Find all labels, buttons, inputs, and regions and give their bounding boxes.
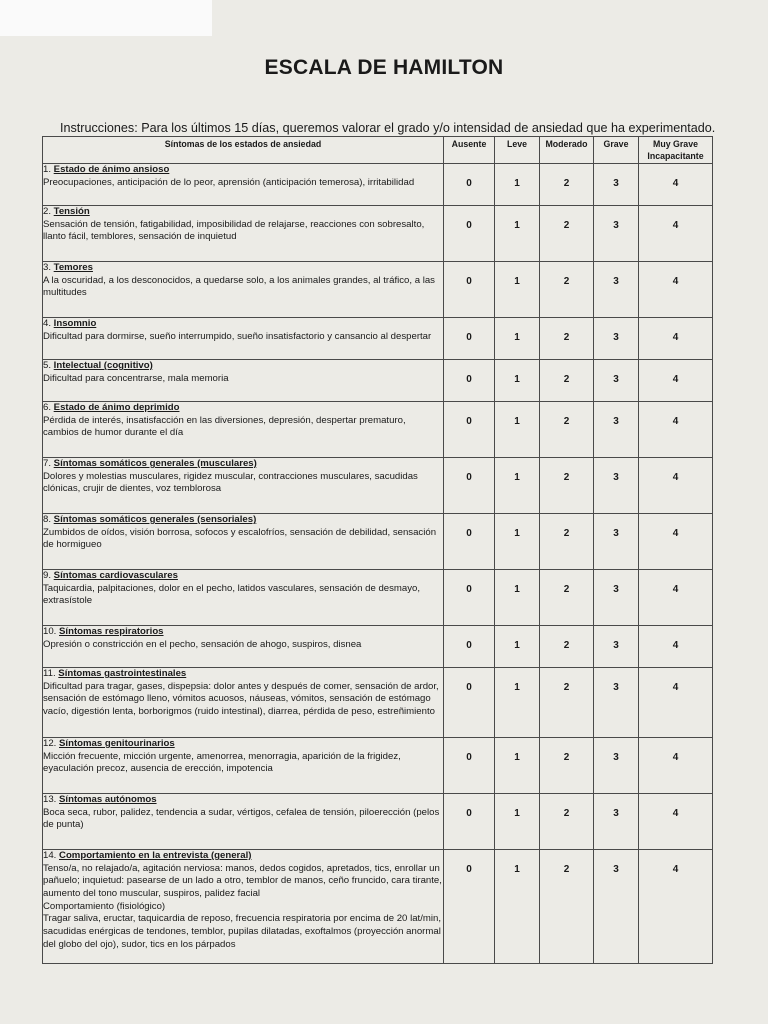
score-cell[interactable]	[495, 262, 540, 318]
score-cell[interactable]	[444, 514, 495, 570]
score-value: 1	[514, 808, 520, 819]
score-value: 3	[613, 374, 619, 385]
score-cell[interactable]	[444, 206, 495, 262]
score-value: 2	[563, 640, 570, 651]
table-row	[43, 738, 713, 794]
score-cell[interactable]	[444, 360, 495, 402]
header-grave: Grave	[594, 137, 639, 164]
item-title: Estado de ánimo ansioso	[53, 164, 170, 175]
score-value: 1	[514, 178, 520, 189]
item-title: Síntomas gastrointestinales	[58, 668, 187, 679]
score-value: 2	[563, 584, 570, 595]
score-cell[interactable]	[639, 514, 713, 570]
symptom-cell	[43, 738, 444, 794]
score-value: 3	[613, 178, 619, 189]
score-value: 4	[672, 640, 679, 651]
item-title: Síntomas somáticos generales (musculares)	[53, 458, 257, 469]
score-cell[interactable]	[540, 402, 594, 458]
item-title: Síntomas somáticos generales (sensoriales)	[53, 514, 257, 525]
score-value: 3	[613, 864, 619, 875]
symptom-cell	[43, 514, 444, 570]
table-row	[43, 164, 713, 206]
table-row	[43, 794, 713, 850]
score-cell[interactable]	[594, 514, 639, 570]
score-value: 4	[672, 416, 679, 427]
score-value: 4	[672, 528, 679, 539]
score-cell[interactable]	[444, 794, 495, 850]
item-title: Insomnio	[53, 318, 97, 329]
item-title: Temores	[53, 262, 93, 273]
score-cell[interactable]	[444, 738, 495, 794]
score-cell[interactable]	[639, 850, 713, 964]
score-cell[interactable]	[495, 206, 540, 262]
score-cell[interactable]	[639, 794, 713, 850]
score-cell[interactable]	[540, 360, 594, 402]
score-value: 0	[466, 640, 472, 651]
symptom-cell	[43, 794, 444, 850]
table-row	[43, 262, 713, 318]
score-cell[interactable]	[495, 514, 540, 570]
score-value: 0	[466, 752, 472, 763]
score-cell[interactable]	[495, 164, 540, 206]
score-cell[interactable]	[495, 626, 540, 668]
score-cell[interactable]	[540, 738, 594, 794]
item-description: Taquicardia, palpitaciones, dolor en el pecho, latidos vasculares, sensación de desmayo, extrasístole	[43, 582, 421, 607]
score-cell[interactable]	[639, 206, 713, 262]
score-value: 2	[563, 374, 570, 385]
score-cell[interactable]	[540, 458, 594, 514]
score-cell[interactable]	[594, 668, 639, 738]
score-value: 1	[514, 416, 520, 427]
score-value: 3	[613, 752, 619, 763]
score-cell[interactable]	[639, 570, 713, 626]
item-number: 6.	[43, 402, 54, 413]
score-value: 3	[613, 528, 619, 539]
table-header-row	[43, 137, 713, 164]
score-value: 0	[466, 682, 472, 693]
score-value: 4	[672, 682, 679, 693]
table-row	[43, 626, 713, 668]
score-cell[interactable]	[540, 206, 594, 262]
score-value: 4	[672, 472, 679, 483]
score-cell[interactable]	[444, 626, 495, 668]
item-number: 4.	[43, 318, 54, 329]
score-value: 4	[672, 808, 679, 819]
score-value: 1	[514, 220, 520, 231]
table-row	[43, 570, 713, 626]
score-cell[interactable]	[594, 262, 639, 318]
item-title: Estado de ánimo deprimido	[53, 402, 180, 413]
score-value: 0	[466, 178, 472, 189]
symptom-cell	[43, 360, 444, 402]
score-value: 4	[672, 220, 679, 231]
item-number: 5.	[43, 360, 54, 371]
score-value: 1	[514, 276, 520, 287]
score-cell[interactable]	[540, 794, 594, 850]
score-value: 3	[613, 808, 619, 819]
score-cell[interactable]	[540, 850, 594, 964]
score-value: 2	[563, 752, 570, 763]
score-cell[interactable]	[444, 318, 495, 360]
score-cell[interactable]	[495, 318, 540, 360]
item-number: 2.	[43, 206, 54, 217]
score-cell[interactable]	[639, 262, 713, 318]
score-value: 2	[563, 528, 570, 539]
score-cell[interactable]	[495, 360, 540, 402]
score-cell[interactable]	[540, 626, 594, 668]
score-cell[interactable]	[495, 458, 540, 514]
score-cell[interactable]	[540, 318, 594, 360]
header-ausente: Ausente	[444, 137, 495, 164]
score-value: 0	[466, 332, 472, 343]
score-cell[interactable]	[594, 570, 639, 626]
symptom-cell	[43, 318, 444, 360]
item-title: Intelectual (cognitivo)	[53, 360, 153, 371]
score-cell[interactable]	[594, 206, 639, 262]
score-value: 0	[466, 584, 472, 595]
score-value: 1	[514, 752, 520, 763]
item-description: Dolores y molestias musculares, rigidez muscular, contracciones musculares, sacudidas clónicas, crujir de dientes, voz temblorosa	[43, 470, 418, 495]
score-cell[interactable]	[495, 738, 540, 794]
item-number: 14.	[43, 850, 60, 861]
score-value: 2	[563, 808, 570, 819]
hamilton-scale-table	[42, 136, 713, 964]
header-leve: Leve	[495, 137, 540, 164]
score-value: 3	[613, 472, 619, 483]
score-value: 2	[563, 416, 570, 427]
score-value: 3	[613, 416, 619, 427]
score-value: 0	[466, 416, 472, 427]
item-number: 3.	[43, 262, 54, 273]
symptom-cell	[43, 626, 444, 668]
symptom-cell	[43, 402, 444, 458]
score-cell[interactable]	[540, 164, 594, 206]
score-cell[interactable]	[495, 570, 540, 626]
item-description: Sensación de tensión, fatigabilidad, imposibilidad de relajarse, reacciones con sobresalto, llanto fácil, temblores, sensación de inquietud	[43, 218, 425, 243]
score-value: 0	[466, 220, 472, 231]
table-row	[43, 402, 713, 458]
symptom-cell	[43, 164, 444, 206]
header-symptoms: Síntomas de los estados de ansiedad	[43, 137, 444, 164]
score-cell[interactable]	[540, 262, 594, 318]
symptom-cell	[43, 206, 444, 262]
score-cell[interactable]	[594, 360, 639, 402]
score-cell[interactable]	[594, 850, 639, 964]
score-value: 2	[563, 178, 570, 189]
score-cell[interactable]	[495, 668, 540, 738]
item-number: 8.	[43, 514, 54, 525]
score-value: 1	[514, 528, 520, 539]
score-cell[interactable]	[444, 402, 495, 458]
score-value: 2	[563, 472, 570, 483]
score-cell[interactable]	[639, 318, 713, 360]
item-description: Pérdida de interés, insatisfacción en las diversiones, depresión, despertar prematuro, cambios de humor durante el día	[43, 414, 406, 439]
score-cell[interactable]	[639, 626, 713, 668]
score-cell[interactable]	[594, 164, 639, 206]
score-value: 1	[514, 682, 520, 693]
symptom-cell	[43, 850, 444, 964]
score-cell[interactable]	[540, 570, 594, 626]
table-row	[43, 318, 713, 360]
score-cell[interactable]	[444, 850, 495, 964]
score-cell[interactable]	[444, 262, 495, 318]
score-cell[interactable]	[639, 402, 713, 458]
scan-blank-corner	[0, 0, 212, 36]
score-value: 2	[563, 332, 570, 343]
item-description: Micción frecuente, micción urgente, amenorrea, menorragia, aparición de la frigidez, eyaculación precoz, ausencia de erección, impotencia	[43, 750, 401, 775]
instructions-text: Instrucciones: Para los últimos 15 días, queremos valorar el grado y/o intensidad de ansiedad que ha experimentado.	[60, 121, 716, 135]
symptom-cell	[43, 458, 444, 514]
item-number: 11.	[43, 668, 59, 679]
score-value: 1	[514, 584, 520, 595]
symptom-cell	[43, 570, 444, 626]
item-number: 10.	[43, 626, 60, 637]
item-description: Zumbidos de oídos, visión borrosa, sofocos y escalofríos, sensación de debilidad, sensación de hormigueo	[43, 526, 437, 551]
item-number: 12.	[43, 738, 60, 749]
score-value: 1	[514, 472, 520, 483]
item-description: Boca seca, rubor, palidez, tendencia a sudar, vértigos, cefalea de tensión, piloerección (pelos de punta)	[43, 806, 440, 831]
item-title: Tensión	[53, 206, 90, 217]
score-cell[interactable]	[540, 668, 594, 738]
score-value: 4	[672, 864, 679, 875]
score-cell[interactable]	[495, 794, 540, 850]
score-value: 4	[672, 276, 679, 287]
score-value: 1	[514, 374, 520, 385]
score-value: 0	[466, 276, 472, 287]
item-title: Síntomas genitourinarios	[59, 738, 175, 749]
score-value: 2	[563, 682, 570, 693]
score-value: 4	[672, 178, 679, 189]
score-value: 1	[514, 640, 520, 651]
item-title: Comportamiento en la entrevista (general)	[59, 850, 252, 861]
score-value: 4	[672, 584, 679, 595]
score-value: 4	[672, 332, 679, 343]
item-description: Opresión o constricción en el pecho, sensación de ahogo, suspiros, disnea	[43, 638, 362, 650]
table-row	[43, 206, 713, 262]
table-row	[43, 458, 713, 514]
item-title: Síntomas cardiovasculares	[53, 570, 178, 581]
score-value: 0	[466, 374, 472, 385]
score-value: 4	[672, 752, 679, 763]
item-description: Dificultad para concentrarse, mala memoria	[43, 372, 229, 384]
item-number: 9.	[43, 570, 54, 581]
item-description: Tenso/a, no relajado/a, agitación nerviosa: manos, dedos cogidos, apretados, tics, enrollar un pañuelo; inquietud: pasearse de un lado a otro, temblor de manos, ceño fruncido, cara tirante, aumento del tono muscular, suspiros, palidez facial Comportamiento (fisiológico) Tragar saliva, eructar, taquicardia de reposo, frecuencia respiratoria por encima de 20 lat/min, sacudidas enérgicas de tendones, temblor, pupilas dilatadas, exoftalmos (proyección anormal del globo del ojo), sudor, tics en los párpados	[43, 862, 442, 950]
item-description: A la oscuridad, a los desconocidos, a quedarse solo, a los animales grandes, al tráfico, a las multitudes	[43, 274, 435, 299]
item-description: Preocupaciones, anticipación de lo peor, aprensión (anticipación temerosa), irritabilidad	[43, 176, 415, 188]
item-number: 13.	[43, 794, 60, 805]
score-value: 3	[613, 220, 619, 231]
score-cell[interactable]	[594, 794, 639, 850]
item-description: Dificultad para dormirse, sueño interrumpido, sueño insatisfactorio y cansancio al despertar	[43, 330, 432, 342]
score-cell[interactable]	[495, 850, 540, 964]
item-description: Dificultad para tragar, gases, dispepsia: dolor antes y después de comer, sensación de ardor, sensación de estómago lleno, vómitos acuosos, náuseas, vómitos, sensación de estómago vacío, digestión lenta, borborigmos (ruido intestinal), diarrea, pérdida de peso, estreñimiento	[43, 680, 439, 717]
score-cell[interactable]	[639, 164, 713, 206]
table-row	[43, 360, 713, 402]
score-cell[interactable]	[594, 738, 639, 794]
score-cell[interactable]	[594, 402, 639, 458]
header-muy-grave: Muy Grave Incapacitante	[639, 137, 713, 164]
score-value: 0	[466, 528, 472, 539]
item-title: Síntomas autónomos	[59, 794, 157, 805]
score-value: 4	[672, 374, 679, 385]
score-cell[interactable]	[594, 458, 639, 514]
symptom-cell	[43, 262, 444, 318]
table-row	[43, 850, 713, 964]
table-row	[43, 514, 713, 570]
score-cell[interactable]	[540, 514, 594, 570]
score-cell[interactable]	[639, 668, 713, 738]
score-value: 3	[613, 276, 619, 287]
score-cell[interactable]	[639, 458, 713, 514]
score-cell[interactable]	[639, 360, 713, 402]
item-number: 1.	[43, 164, 54, 175]
score-cell[interactable]	[594, 626, 639, 668]
item-number: 7.	[43, 458, 54, 469]
score-value: 2	[563, 864, 570, 875]
score-cell[interactable]	[444, 164, 495, 206]
header-moderado: Moderado	[540, 137, 594, 164]
score-value: 2	[563, 276, 570, 287]
score-value: 1	[514, 864, 520, 875]
score-cell[interactable]	[495, 402, 540, 458]
score-value: 3	[613, 584, 619, 595]
score-value: 1	[514, 332, 520, 343]
score-cell[interactable]	[639, 738, 713, 794]
score-value: 3	[613, 682, 619, 693]
score-value: 3	[613, 332, 619, 343]
score-cell[interactable]	[444, 668, 495, 738]
score-value: 2	[563, 220, 570, 231]
score-cell[interactable]	[594, 318, 639, 360]
score-value: 0	[466, 472, 472, 483]
page-title: ESCALA DE HAMILTON	[264, 56, 504, 79]
score-value: 3	[613, 640, 619, 651]
table-row	[43, 668, 713, 738]
score-value: 0	[466, 864, 472, 875]
symptom-cell	[43, 668, 444, 738]
item-title: Síntomas respiratorios	[59, 626, 164, 637]
score-cell[interactable]	[444, 570, 495, 626]
score-value: 0	[466, 808, 472, 819]
score-cell[interactable]	[444, 458, 495, 514]
